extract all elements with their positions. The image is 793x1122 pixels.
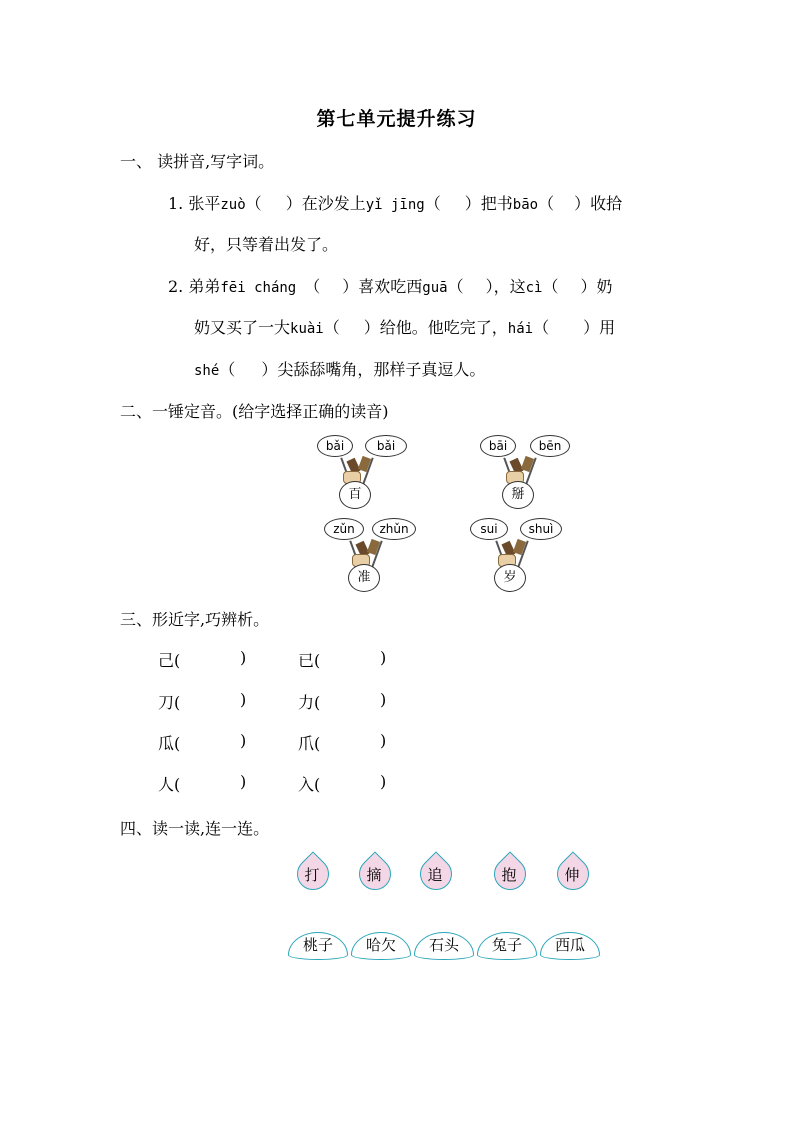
pinyin-option-left[interactable]: bǎi [317, 435, 353, 457]
q1-paren-open: （ [538, 194, 555, 213]
char-pair-a: 人( [158, 775, 181, 794]
target-character: 准 [348, 564, 380, 592]
q1-paren-close: ） [464, 194, 481, 213]
q2-pinyin: kuài [290, 321, 324, 337]
section2-heading: 二、一锤定音。(给字选择正确的读音) [120, 402, 389, 421]
char-pair-b: 力( [298, 693, 321, 712]
pinyin-choice-diagram [322, 518, 422, 594]
pinyin-option-left[interactable]: sui [470, 518, 508, 540]
verb-card[interactable]: 伸 [564, 866, 580, 884]
noun-card[interactable]: 桃子 [302, 936, 333, 954]
q1-paren-close: ） [574, 194, 591, 213]
pinyin-option-left[interactable]: zǔn [324, 518, 364, 540]
pinyin-option-left[interactable]: bāi [480, 435, 516, 457]
page-title: 第七单元提升练习 [316, 108, 477, 130]
char-pair-a: 刀( [158, 693, 181, 712]
q2-pinyin: cì [525, 280, 543, 296]
q1-text: 把书 [480, 194, 513, 213]
verb-card[interactable]: 打 [304, 866, 320, 884]
q1-pinyin: zuò [220, 197, 246, 213]
char-pair-a-close: ) [240, 772, 247, 791]
q2-line3 [194, 357, 485, 380]
q2-paren-open: （ [323, 318, 340, 337]
q2-paren-close: ） [583, 318, 600, 337]
q1-paren-close: ） [285, 194, 302, 213]
char-pair-b: 入( [298, 775, 321, 794]
q2-paren-open: （ [542, 277, 559, 296]
pinyin-choice-diagram [315, 435, 415, 511]
pinyin-option-right[interactable]: shuì [520, 518, 562, 540]
verb-card[interactable]: 摘 [366, 866, 382, 884]
pinyin-option-right[interactable]: zhǔn [372, 518, 416, 540]
q2-text: 用 [599, 318, 616, 337]
q2-pinyin: fēi cháng [220, 280, 297, 296]
noun-card[interactable]: 兔子 [491, 936, 522, 954]
q1-line2: 好，只等着出发了。 [194, 235, 339, 254]
q2-text: 奶 [596, 277, 613, 296]
q2-number: 2. [168, 277, 184, 296]
pinyin-choice-diagram [478, 435, 578, 511]
noun-card[interactable]: 石头 [428, 936, 459, 954]
pinyin-option-right[interactable]: bēn [530, 435, 570, 457]
target-character: 掰 [502, 481, 534, 509]
q2-text: 弟弟 [188, 277, 221, 296]
char-pair-a-close: ) [240, 731, 247, 750]
q1-pinyin: bāo [512, 197, 539, 213]
char-pair-a: 瓜( [158, 734, 181, 753]
char-pair-b-close: ) [380, 731, 387, 750]
char-pair-b-close: ) [380, 772, 387, 791]
char-pair-b: 爪( [298, 734, 321, 753]
q2-line1 [168, 274, 613, 297]
verb-card[interactable]: 抱 [501, 866, 517, 884]
q2-paren-open: （ [533, 318, 550, 337]
q2-paren-close: ） [342, 277, 359, 296]
q2-pinyin: guā [422, 280, 448, 296]
q1-paren-open: （ [245, 194, 262, 213]
q1-text: 收拾 [590, 194, 623, 213]
q2-pinyin: shé [194, 363, 220, 379]
target-character: 百 [339, 481, 371, 509]
section3-heading: 三、形近字,巧辨析。 [120, 610, 270, 629]
q1-number: 1. [168, 194, 184, 213]
q2-paren-open: （ [447, 277, 464, 296]
pinyin-choice-diagram [468, 518, 568, 594]
q1-pinyin: yǐ jīng [365, 197, 425, 213]
q2-paren-close: ） [580, 277, 597, 296]
q2-paren-close: ） [363, 318, 380, 337]
char-pair-b: 已( [298, 651, 321, 670]
noun-card[interactable]: 哈欠 [365, 936, 396, 954]
section1-heading: 一、 读拼音,写字词。 [120, 152, 275, 171]
char-pair-a-close: ) [240, 690, 247, 709]
char-pair-a-close: ) [240, 648, 247, 667]
noun-card[interactable]: 西瓜 [554, 936, 585, 954]
q1-text: 张平 [188, 194, 221, 213]
verb-card[interactable]: 追 [427, 866, 443, 884]
q2-line2 [194, 315, 615, 338]
q2-paren-open: （ [304, 277, 321, 296]
q2-pinyin: hái [507, 321, 534, 337]
q2-text: 奶又买了一大 [194, 318, 291, 337]
target-character: 岁 [494, 564, 526, 592]
q2-text: 喜欢吃西 [358, 277, 423, 296]
q2-text: 尖舔舔嘴角，那样子真逗人。 [277, 360, 486, 379]
q1-paren-open: （ [424, 194, 441, 213]
q2-paren-close: ） [261, 360, 278, 379]
q2-text: ），这 [485, 277, 526, 296]
char-pair-b-close: ) [380, 690, 387, 709]
char-pair-a: 己( [158, 651, 181, 670]
section4-heading: 四、读一读,连一连。 [120, 819, 270, 838]
q2-paren-open: （ [219, 360, 236, 379]
q1-text: 在沙发上 [301, 194, 366, 213]
pinyin-option-right[interactable]: bǎi [365, 435, 407, 457]
q2-text: 给他。他吃完了， [379, 318, 508, 337]
char-pair-b-close: ) [380, 648, 387, 667]
q1-line1 [168, 191, 622, 214]
